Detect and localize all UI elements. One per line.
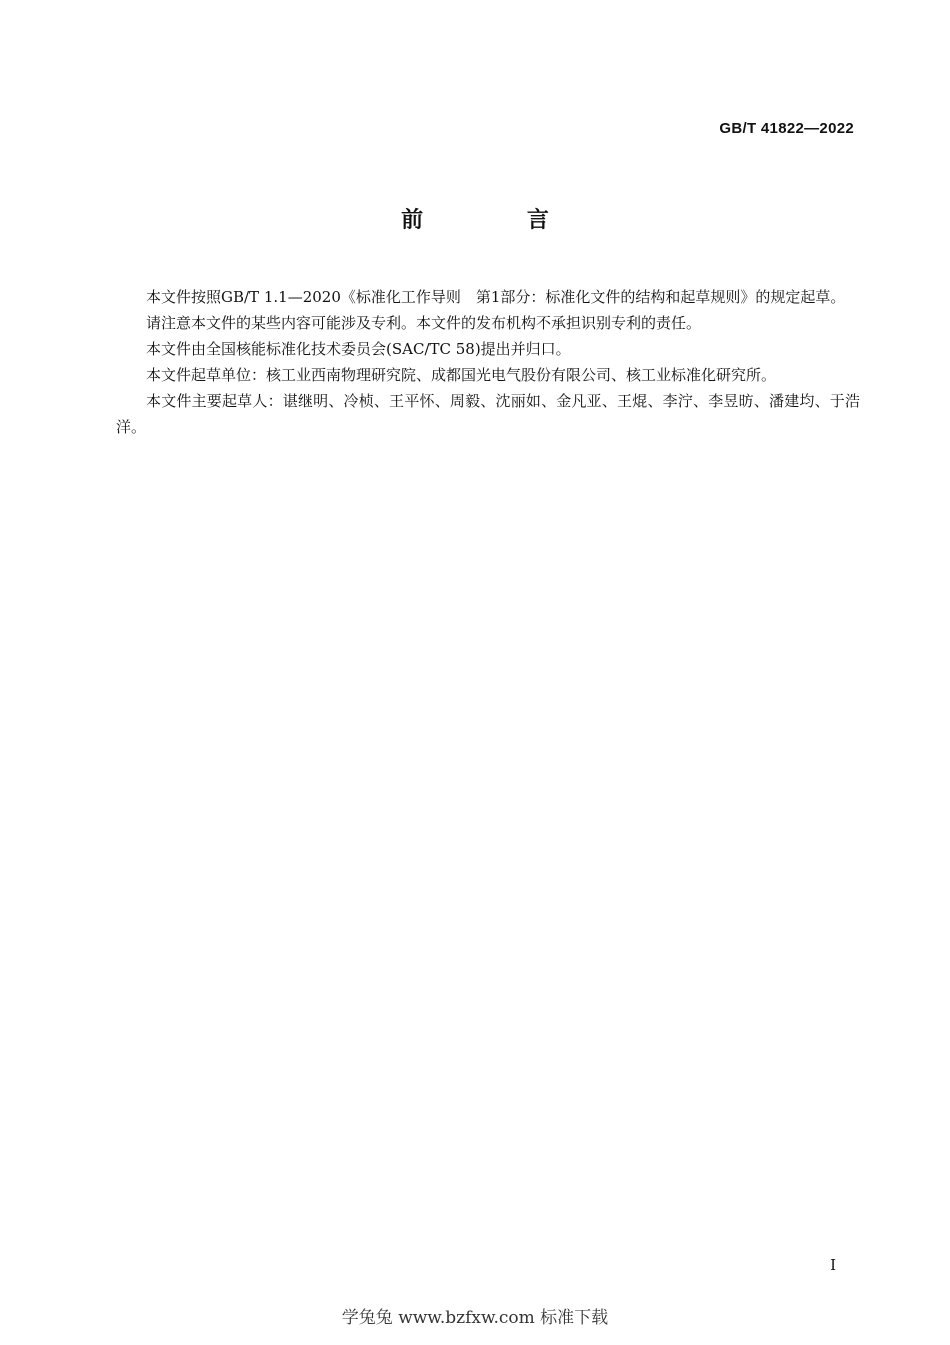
paragraph-patent-notice: 请注意本文件的某些内容可能涉及专利。本文件的发布机构不承担识别专利的责任。 — [146, 314, 702, 332]
watermark-text: 学兔兔 www.bzfxw.com 标准下载 — [341, 1308, 609, 1328]
paragraph-drafters: 本文件主要起草人：谌继明、冷桢、王平怀、周毅、沈丽如、金凡亚、王焜、李泞、李昱昉、潘建均、于浩洋。 — [116, 392, 860, 436]
paragraph-proposed-by: 本文件由全国核能标准化技术委员会(SAC/TC 58)提出并归口。 — [146, 340, 571, 358]
page-number: I — [830, 1256, 836, 1274]
paragraph-drafting-units: 本文件起草单位：核工业西南物理研究院、成都国光电气股份有限公司、核工业标准化研究所。 — [146, 366, 777, 384]
foreword-body — [116, 284, 860, 440]
page-title: 前 言 — [401, 208, 597, 233]
paragraph-drafting-rules: 本文件按照GB/T 1.1—2020《标准化工作导则 第1部分：标准化文件的结构和起草规则》的规定起草。 — [146, 288, 846, 306]
standard-number: GB/T 41822—2022 — [719, 120, 854, 137]
